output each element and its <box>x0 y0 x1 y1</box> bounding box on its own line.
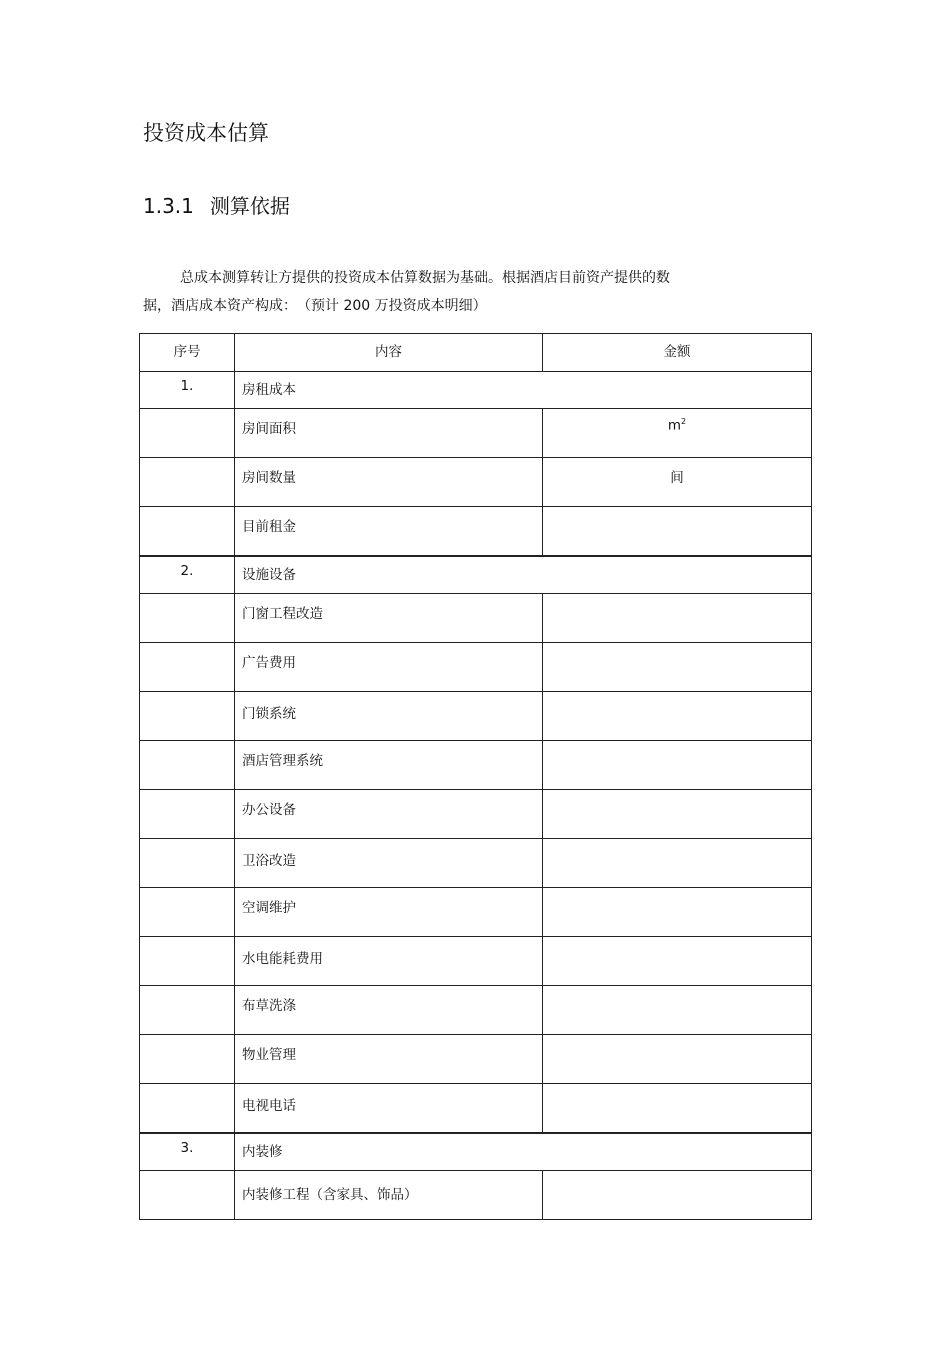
seq-cell <box>140 1171 235 1220</box>
amount-cell <box>543 888 812 937</box>
amount-cell <box>543 986 812 1035</box>
table-row <box>140 937 812 986</box>
section-seq: 1. <box>140 372 235 409</box>
paragraph-line-1: 总成本测算转让方提供的投资成本估算数据为基础。根据酒店目前资产提供的数 <box>180 270 670 286</box>
section-seq: 2. <box>140 556 235 594</box>
seq-cell <box>140 986 235 1035</box>
cost-table <box>139 333 812 1220</box>
content-cell: 门锁系统 <box>235 692 543 741</box>
table-row <box>140 1084 812 1133</box>
seq-cell <box>140 839 235 888</box>
table-row <box>140 888 812 937</box>
table-row <box>140 1035 812 1084</box>
seq-cell <box>140 937 235 986</box>
table-row <box>140 458 812 507</box>
section-seq: 3. <box>140 1133 235 1171</box>
table-header-row <box>140 334 812 372</box>
seq-cell <box>140 507 235 556</box>
amount-cell <box>543 839 812 888</box>
content-cell: 酒店管理系统 <box>235 741 543 790</box>
table-row <box>140 741 812 790</box>
header-content: 内容 <box>235 334 543 372</box>
seq-cell <box>140 1084 235 1133</box>
content-cell: 房间面积 <box>235 409 543 458</box>
table-row <box>140 986 812 1035</box>
content-cell: 门窗工程改造 <box>235 594 543 643</box>
table-row <box>140 507 812 556</box>
paragraph-line-2: 据，酒店成本资产构成： （预计 200 万投资成本明细） <box>143 298 487 314</box>
section-heading <box>143 191 290 221</box>
amount-cell <box>543 1035 812 1084</box>
section-title-cell: 房租成本 <box>235 372 812 409</box>
seq-cell <box>140 643 235 692</box>
content-cell: 办公设备 <box>235 790 543 839</box>
section-row <box>140 372 812 409</box>
table-row <box>140 790 812 839</box>
amount-superscript: 2 <box>681 417 687 426</box>
seq-cell <box>140 741 235 790</box>
table-row <box>140 643 812 692</box>
amount-cell <box>543 741 812 790</box>
section-row <box>140 1133 812 1171</box>
section-number: 1.3.1 <box>143 194 194 218</box>
amount-cell <box>543 937 812 986</box>
content-cell: 广告费用 <box>235 643 543 692</box>
content-cell: 卫浴改造 <box>235 839 543 888</box>
content-cell: 物业管理 <box>235 1035 543 1084</box>
amount-cell: 间 <box>543 458 812 507</box>
amount-cell <box>543 1084 812 1133</box>
amount-cell <box>543 692 812 741</box>
seq-cell <box>140 458 235 507</box>
amount-cell <box>543 507 812 556</box>
seq-cell <box>140 790 235 839</box>
amount-cell <box>543 643 812 692</box>
section-title: 测算依据 <box>209 194 290 218</box>
amount-cell <box>543 1171 812 1220</box>
amount-cell <box>543 594 812 643</box>
content-cell: 布草洗涤 <box>235 986 543 1035</box>
content-cell: 房间数量 <box>235 458 543 507</box>
intro-paragraph <box>143 264 783 320</box>
seq-cell <box>140 692 235 741</box>
table-row <box>140 1171 812 1220</box>
section-title-cell: 设施设备 <box>235 556 812 594</box>
content-cell: 电视电话 <box>235 1084 543 1133</box>
content-cell: 内装修工程（含家具、饰品） <box>235 1171 543 1220</box>
section-row <box>140 556 812 594</box>
table-row <box>140 594 812 643</box>
header-seq: 序号 <box>140 334 235 372</box>
amount-cell <box>543 409 812 458</box>
seq-cell <box>140 888 235 937</box>
amount-cell <box>543 790 812 839</box>
section-title-cell: 内装修 <box>235 1133 812 1171</box>
table-row <box>140 839 812 888</box>
table-row <box>140 409 812 458</box>
content-cell: 目前租金 <box>235 507 543 556</box>
content-cell: 空调维护 <box>235 888 543 937</box>
document-title: 投资成本估算 <box>143 121 269 145</box>
amount-value: m <box>667 417 682 434</box>
header-amount: 金额 <box>543 334 812 372</box>
seq-cell <box>140 409 235 458</box>
table-row <box>140 692 812 741</box>
content-cell: 水电能耗费用 <box>235 937 543 986</box>
seq-cell <box>140 1035 235 1084</box>
seq-cell <box>140 594 235 643</box>
